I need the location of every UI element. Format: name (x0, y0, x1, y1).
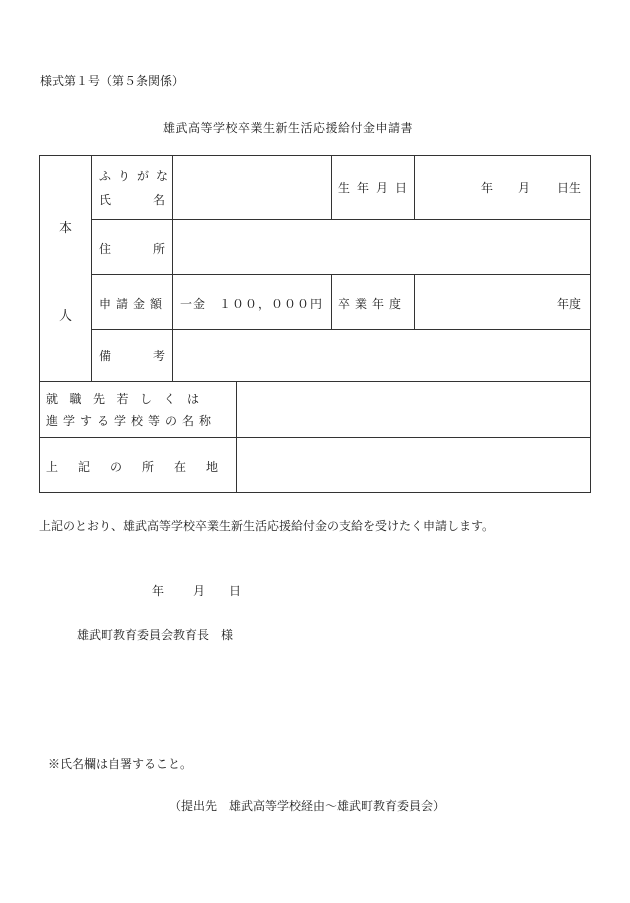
birthdate-day: 日生 (557, 181, 582, 195)
furigana-label: ふりがな (99, 169, 176, 183)
birthdate-month: 月 (518, 181, 531, 195)
signature-note: ※氏名欄は自署すること。 (48, 757, 193, 771)
name-field[interactable] (175, 158, 328, 216)
applicant-label-bottom: 人 (59, 309, 73, 324)
page-title: 雄武高等学校卒業生新生活応援給付金申請書 (163, 121, 414, 135)
employer-label-line1: 就職先若しくは (46, 392, 211, 406)
submission-info: （提出先 雄武高等学校経由～雄武町教育委員会） (169, 799, 446, 813)
address-label: 住所 (99, 242, 208, 256)
form-number: 様式第１号（第５条関係） (40, 74, 185, 88)
date-day: 日 (229, 584, 242, 598)
employer-field[interactable] (239, 384, 587, 434)
remarks-field[interactable] (175, 332, 587, 379)
statement: 上記のとおり、雄武高等学校卒業生新生活応援給付金の支給を受けたく申請します。 (39, 519, 495, 533)
location-label: 上記の所在地 (46, 460, 239, 474)
birthdate-label: 生年月日 (338, 181, 415, 195)
name-label (99, 191, 208, 208)
graduation-label: 卒業年度 (338, 297, 407, 311)
amount-label: 申請金額 (99, 297, 168, 311)
graduation-value[interactable]: 年度 (557, 297, 582, 311)
address-field[interactable] (175, 222, 587, 272)
addressee: 雄武町教育委員会教育長 様 (77, 628, 234, 642)
location-field[interactable] (239, 440, 587, 490)
name-label-text: 氏名 (99, 193, 208, 207)
date-month: 月 (193, 584, 206, 598)
amount-value: 一金 １００，０００円 (180, 297, 324, 311)
date-year: 年 (152, 584, 165, 598)
birthdate-year: 年 (481, 181, 494, 195)
applicant-label-top: 本 (59, 221, 73, 236)
employer-label-line2: 進学する学校等の名称 (46, 414, 217, 428)
remarks-label: 備考 (99, 349, 208, 363)
